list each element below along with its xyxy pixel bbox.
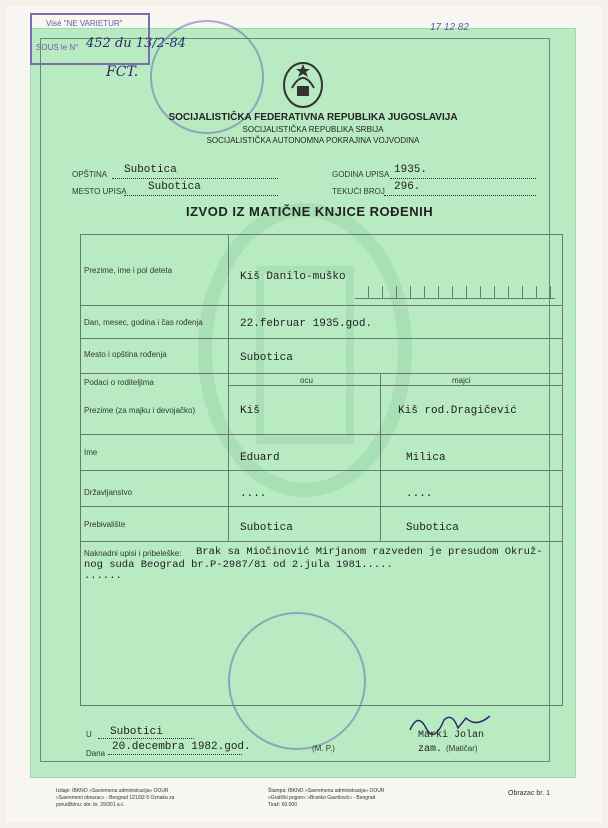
dana-value: 20.decembra 1982.god. — [112, 741, 251, 753]
mesto-rodjenja-label: Mesto i opština rođenja — [84, 350, 167, 359]
coat-of-arms-icon — [280, 58, 326, 110]
ime-otac-value: Eduard — [240, 452, 280, 464]
stamp-title: Visé "NE VARIETUR" — [46, 19, 123, 28]
header-line-3: SOCIJALISTIČKA AUTONOMNA POKRAJINA VOJVODINA — [206, 136, 420, 145]
tekuci-broj-value: 296. — [394, 181, 421, 193]
prebivaliste-majka-value: Subotica — [406, 522, 459, 534]
majka-header: majci — [452, 376, 471, 385]
napomena-line-3: ...... — [84, 570, 122, 582]
stamp-sous: SOUS le N° — [36, 43, 79, 52]
napomena-line-1: Brak sa Miočinović Mirjanom razveden je presudom Okruž- — [196, 546, 543, 558]
prezime-roditelja-label: Prezime (za majku i devojačko) — [84, 406, 196, 415]
prebivaliste-label: Prebivalište — [84, 520, 126, 529]
ime-label: Ime — [84, 448, 98, 457]
datum-rodjenja-label: Dan, mesec, godina i čas rođenja — [84, 318, 203, 327]
maticar-name: Marki Jolan — [418, 730, 485, 741]
mesto-upisa-label: MESTO UPISA — [72, 187, 127, 196]
prebivaliste-otac-value: Subotica — [240, 522, 293, 534]
napomena-label: Naknadni upisi i pribeleške: — [84, 549, 182, 558]
handwritten-mark: FCT. — [106, 64, 139, 80]
u-value: Subotici — [110, 726, 163, 738]
footer-publisher: Izdaje: IBKNO »Savremena administracija« OOUR »Savremeni obrazac« - Beograd 121/92-5 Oznaka za porudžbinu: obr. br. 29/301 a-L — [56, 788, 175, 808]
zam-label: zam. — [418, 744, 443, 755]
tekuci-broj-label: TEKUĆI BROJ — [332, 187, 385, 196]
dana-label: Dana — [86, 749, 106, 758]
footer-printer: Štampa: IBKNO »Savremena administracija« OOUR »Grafički pogon« »Branko Gavrilović« - Beograd Tiraž: 60.000 — [268, 788, 385, 808]
opstina-label: OPŠTINA — [72, 170, 108, 179]
godina-upisa-label: GODINA UPISA — [332, 170, 390, 179]
datum-rodjenja-value: 22.februar 1935.god. — [240, 318, 373, 330]
godina-upisa-value: 1935. — [394, 164, 428, 176]
mesto-rodjenja-value: Subotica — [240, 352, 293, 364]
drzavljanstvo-otac-value: .... — [240, 488, 267, 500]
footer-form-number: Obrazac br. 1 — [508, 790, 551, 797]
otac-header: ocu — [300, 376, 313, 385]
opstina-value: Subotica — [124, 164, 177, 176]
top-right-number: 17 12 82 — [430, 22, 469, 33]
roditelji-label: Podaci o roditeljima — [84, 378, 154, 387]
prezime-ime-pol-label: Prezime, ime i pol deteta — [84, 266, 173, 275]
header-line-2: SOCIJALISTIČKA REPUBLIKA SRBIJA — [242, 125, 384, 134]
u-label: U — [86, 730, 92, 739]
mesto-upisa-value: Subotica — [148, 181, 201, 193]
prezime-majka-value: Kiš rod.Dragičević — [398, 405, 517, 417]
napomena-line-2: nog suda Beograd br.P-2987/81 od 2.jula 1981..... — [84, 559, 393, 571]
drzavljanstvo-label: Državljanstvo — [84, 488, 133, 497]
header-line-1: SOCIJALISTIČKA FEDERATIVNA REPUBLIKA JUGOSLAVIJA — [168, 112, 458, 123]
prezime-ime-pol-value: Kiš Danilo-muško — [240, 271, 346, 283]
document-title: IZVOD IZ MATIČNE KNJICE ROĐENIH — [186, 204, 434, 219]
mp-label: (M. P.) — [312, 744, 335, 753]
drzavljanstvo-majka-value: .... — [406, 488, 433, 500]
maticar-label: (Matičar) — [446, 744, 478, 753]
ime-majka-value: Milica — [406, 452, 446, 464]
prezime-otac-value: Kiš — [240, 405, 260, 417]
handwritten-number: 452 du 13/2-84 — [86, 36, 186, 51]
